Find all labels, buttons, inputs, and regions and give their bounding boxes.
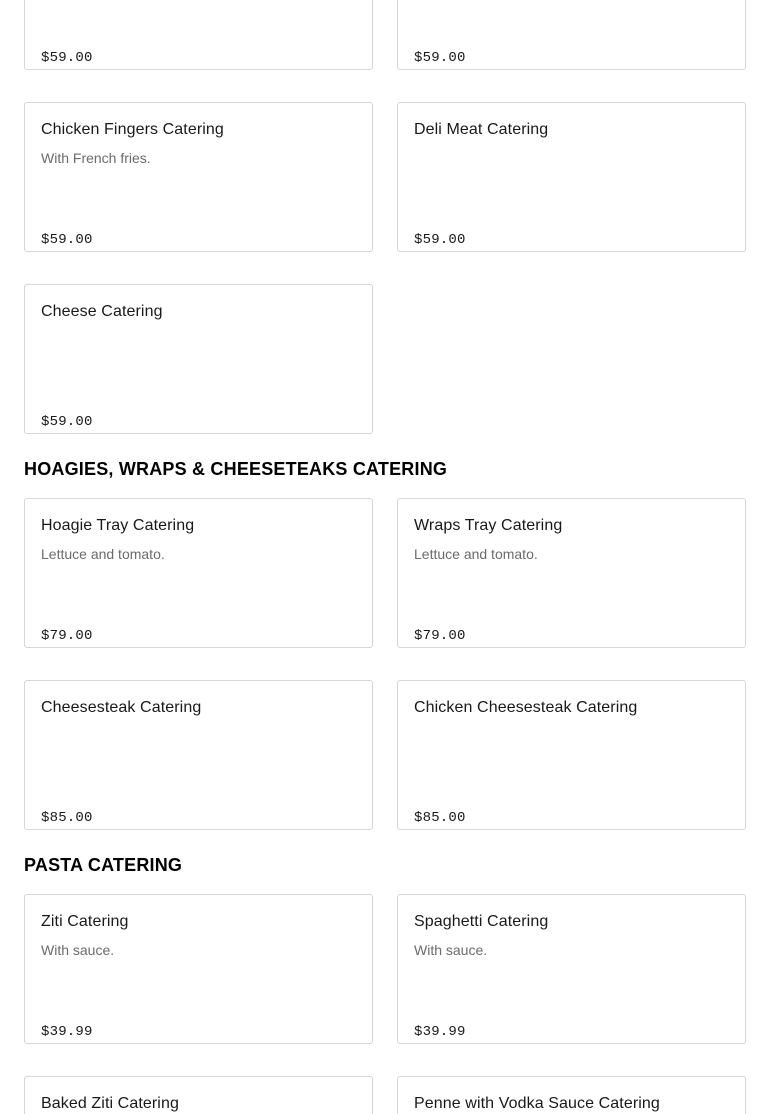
menu-item-card[interactable]	[24, 894, 373, 1044]
menu-item-name: Chicken Cheesesteak Catering	[414, 699, 638, 716]
menu-item-card[interactable]	[397, 1076, 746, 1114]
menu-item-price: $79.00	[41, 628, 93, 644]
menu-item-name: Ziti Catering	[41, 913, 129, 930]
menu-item-price: $39.99	[41, 1024, 93, 1040]
menu-item-price: $39.99	[414, 1024, 466, 1040]
menu-item-price: $59.00	[41, 414, 93, 430]
menu-item-card[interactable]	[24, 0, 373, 70]
menu-item-name: Spaghetti Catering	[414, 913, 549, 930]
menu-item-card[interactable]	[397, 894, 746, 1044]
menu-item-price: $79.00	[414, 628, 466, 644]
menu-item-name: Baked Ziti Catering	[41, 1095, 179, 1112]
menu-item-card[interactable]	[24, 498, 373, 648]
menu-item-card[interactable]	[397, 498, 746, 648]
menu-item-description: With sauce.	[414, 942, 488, 958]
menu-item-name: Wraps Tray Catering	[414, 517, 563, 534]
menu-item-card[interactable]	[397, 102, 746, 252]
menu-item-card[interactable]	[397, 0, 746, 70]
menu-item-card[interactable]	[397, 680, 746, 830]
menu-item-card[interactable]	[24, 284, 373, 434]
menu-item-description: Lettuce and tomato.	[414, 546, 538, 562]
menu-item-name: Chicken Fingers Catering	[41, 121, 224, 138]
menu-item-price: $85.00	[414, 810, 466, 826]
menu-item-card[interactable]	[24, 102, 373, 252]
menu-item-price: $85.00	[41, 810, 93, 826]
menu-item-name: Hoagie Tray Catering	[41, 517, 195, 534]
menu-item-card[interactable]	[24, 1076, 373, 1114]
menu-item-card[interactable]	[24, 680, 373, 830]
menu-item-price: $59.00	[41, 50, 93, 66]
menu-item-description: Lettuce and tomato.	[41, 546, 165, 562]
section-title: PASTA CATERING	[24, 855, 183, 875]
menu-item-name: Deli Meat Catering	[414, 121, 549, 138]
menu-item-name: Penne with Vodka Sauce Catering	[414, 1095, 660, 1112]
menu-item-name: Cheese Catering	[41, 303, 163, 320]
menu-item-price: $59.00	[41, 232, 93, 248]
section-title: HOAGIES, WRAPS & CHEESETEAKS CATERING	[24, 459, 448, 479]
menu-item-description: With French fries.	[41, 150, 151, 166]
menu-item-description: With sauce.	[41, 942, 115, 958]
menu-item-price: $59.00	[414, 232, 466, 248]
menu-item-price: $59.00	[414, 50, 466, 66]
menu-item-name: Cheesesteak Catering	[41, 699, 202, 716]
